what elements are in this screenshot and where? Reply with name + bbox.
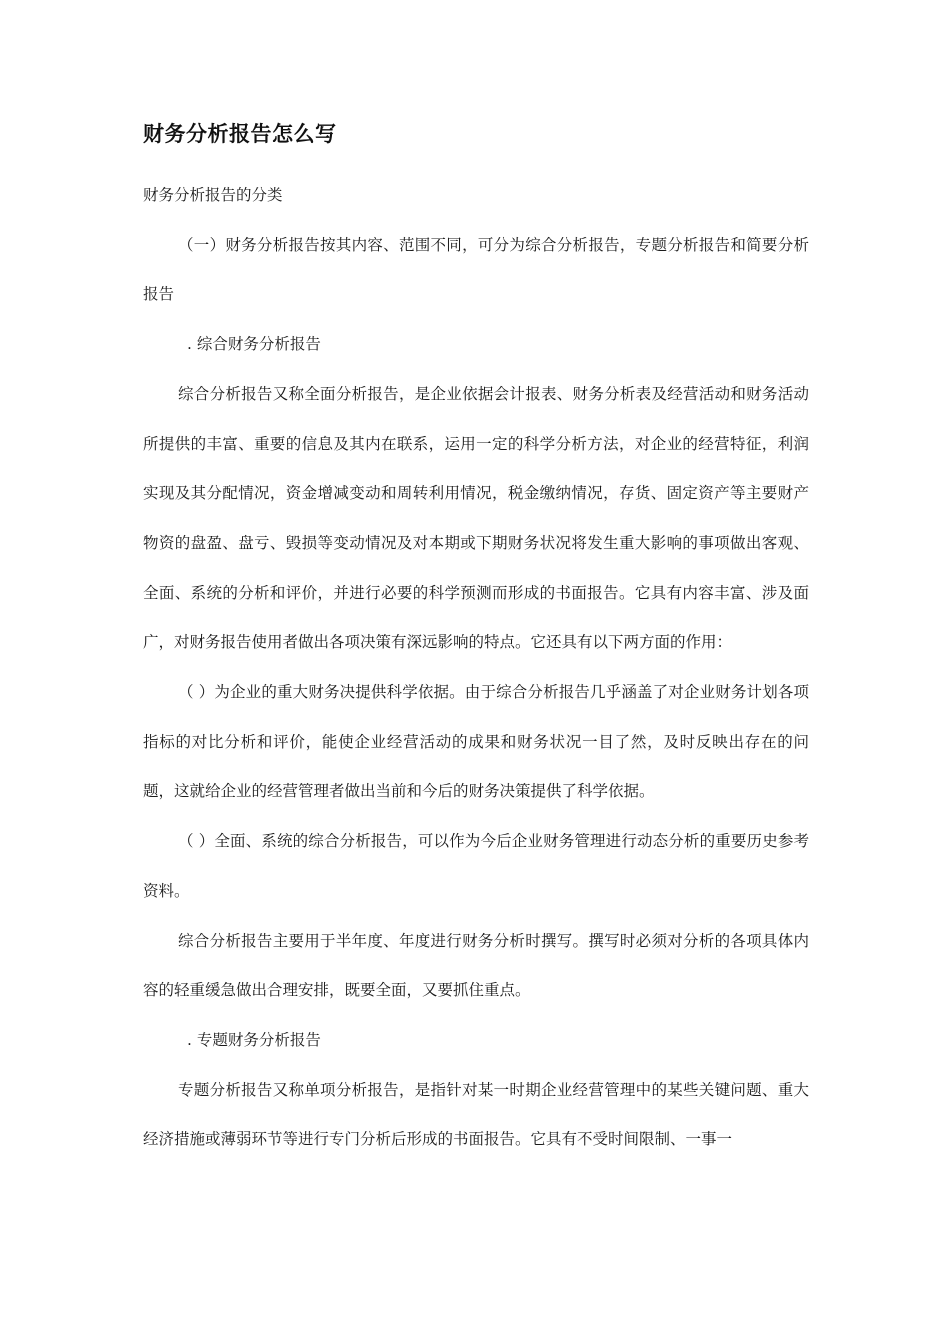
paragraph: （ ）为企业的重大财务决提供科学依据。由于综合分析报告几乎涵盖了对企业财务计划各项指标的对比分析和评价，能使企业经营活动的成果和财务状况一目了然，及时反映出存在的问题，这就给企业的经营管理者做出当前和今后的财务决策提供了科学依据。 [143, 683, 809, 801]
paragraph: 综合分析报告主要用于半年度、年度进行财务分析时撰写。撰写时必须对分析的各项具体内容的轻重缓急做出合理安排，既要全面，又要抓住重点。 [143, 931, 809, 1000]
document-title: 财务分析报告怎么写 [143, 122, 337, 146]
paragraph: （ ）全面、系统的综合分析报告，可以作为今后企业财务管理进行动态分析的重要历史参考资料。 [143, 832, 809, 900]
subsection-heading: . 专题财务分析报告 [187, 1030, 321, 1049]
paragraph: 综合分析报告又称全面分析报告，是企业依据会计报表、财务分析表及经营活动和财务活动所提供的丰富、重要的信息及其内在联系，运用一定的科学分析方法，对企业的经营特征，利润实现及其分配情况，资金增减变动和周转利用情况，税金缴纳情况，存货、固定资产等主要财产物资的盘盈、盘亏、毁损等变动情况及对本期或下期财务状况将发生重大影响的事项做出客观、全面、系统的分析和评价，并进行必要的科学预测而形成的书面报告。它具有内容丰富、涉及面广，对财务报告使用者做出各项决策有深远影响的特点。它还具有以下两方面的作用： [143, 384, 809, 652]
section-heading: 财务分析报告的分类 [143, 186, 283, 204]
paragraph: （一）财务分析报告按其内容、范围不同，可分为综合分析报告，专题分析报告和简要分析报告 [143, 235, 809, 304]
document-body [143, 171, 809, 1165]
paragraph: 专题分析报告又称单项分析报告，是指针对某一时期企业经营管理中的某些关键问题、重大经济措施或薄弱环节等进行专门分析后形成的书面报告。它具有不受时间限制、一事一 [143, 1080, 809, 1149]
subsection-heading: . 综合财务分析报告 [187, 335, 321, 354]
